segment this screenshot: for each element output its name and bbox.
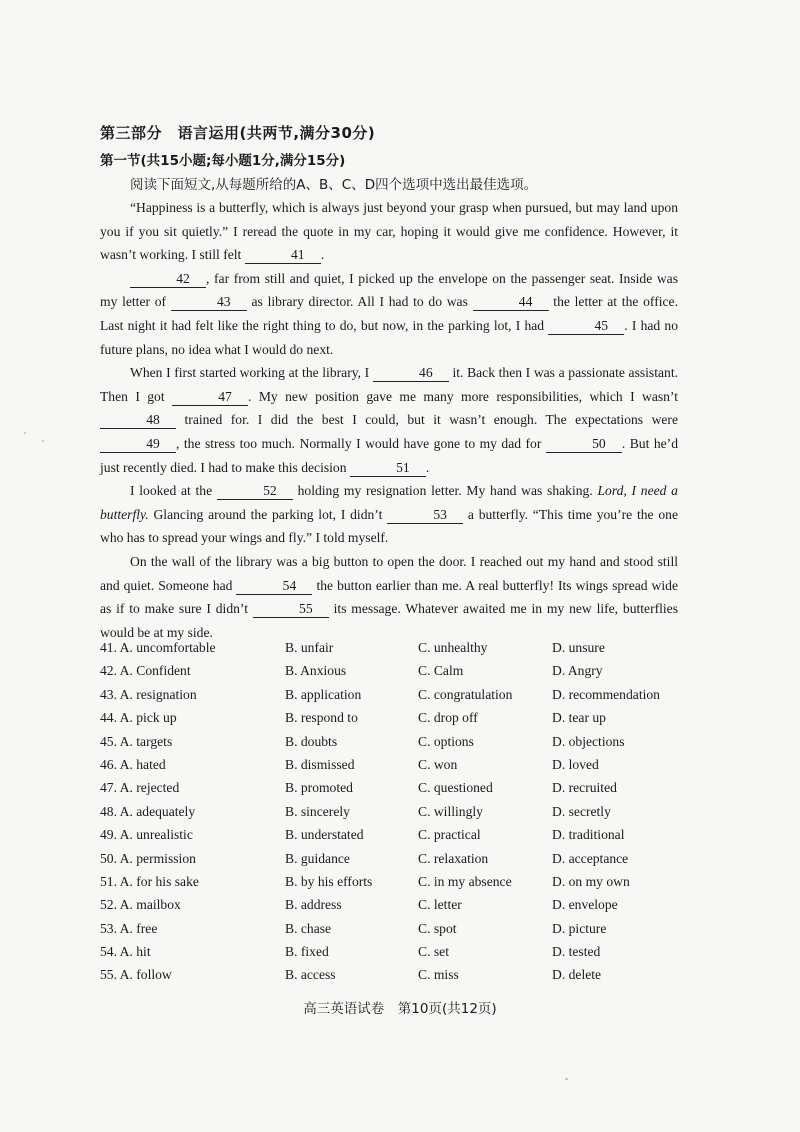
- blank-46: 46: [373, 365, 449, 382]
- option-d: D. picture: [552, 920, 607, 936]
- option-c: C. unhealthy: [418, 640, 488, 655]
- question-43-options: [100, 687, 700, 710]
- blank-52: 52: [217, 483, 293, 500]
- option-d: D. loved: [552, 756, 599, 772]
- option-a: 44. A. pick up: [100, 710, 177, 726]
- cloze-passage: [100, 196, 678, 644]
- option-b: B. unfair: [285, 640, 334, 655]
- blank-53: 53: [387, 507, 463, 524]
- passage-text: .: [425, 459, 430, 475]
- blank-54: 54: [236, 578, 312, 595]
- paragraph-2: [100, 267, 678, 361]
- option-a: 52. A. mailbox: [100, 897, 181, 913]
- option-d: D. traditional: [552, 827, 625, 843]
- option-c: C. options: [418, 733, 474, 749]
- passage-text: as library director. All I had to do was: [246, 294, 473, 310]
- option-c: C. questioned: [418, 780, 493, 796]
- question-51-options: [100, 874, 700, 897]
- section-title: 第三部分 语言运用(共两节,满分30分): [100, 124, 376, 142]
- question-54-options: [100, 944, 700, 967]
- passage-text: . I had no future plans, no idea what I would do next.: [100, 317, 679, 357]
- option-a: 51. A. for his sake: [100, 873, 199, 889]
- option-d: D. tear up: [552, 710, 606, 726]
- question-45-options: [100, 734, 700, 757]
- paragraph-1: [100, 196, 678, 267]
- question-41-options: [100, 640, 700, 663]
- paragraph-5: [100, 550, 678, 644]
- question-52-options: [100, 897, 700, 920]
- answer-options: [100, 640, 700, 991]
- passage-text: Glancing around the parking lot, I didn’t: [148, 506, 388, 522]
- option-d: D. secretly: [552, 803, 611, 819]
- section-subtitle: 第一节(共15小题;每小题1分,满分15分): [100, 153, 346, 169]
- option-b: B. promoted: [285, 780, 353, 796]
- passage-text: it. Back then I was a passionate assistant. Then I got: [100, 365, 678, 404]
- option-c: C. Calm: [418, 663, 464, 679]
- option-c: C. miss: [418, 967, 459, 983]
- scan-speck: [565, 1078, 568, 1080]
- option-b: B. access: [285, 967, 336, 983]
- option-b: B. sincerely: [285, 803, 350, 819]
- option-b: B. doubts: [285, 733, 338, 749]
- option-b: B. respond to: [285, 710, 358, 726]
- passage-text: . My new position gave me many more responsibilities, which I wasn’t: [248, 388, 678, 404]
- blank-42: 42: [130, 271, 206, 288]
- option-c: C. spot: [418, 920, 457, 936]
- option-a: 54. A. hit: [100, 944, 151, 960]
- instructions: 阅读下面短文,从每题所给的A、B、C、D四个选项中选出最佳选项。: [130, 177, 538, 193]
- blank-55: 55: [253, 601, 329, 618]
- option-c: C. relaxation: [418, 850, 489, 866]
- option-c: C. practical: [418, 827, 481, 843]
- option-d: D. acceptance: [552, 850, 629, 866]
- option-c: C. congratulation: [418, 686, 513, 702]
- question-49-options: [100, 827, 700, 850]
- option-a: 45. A. targets: [100, 733, 173, 749]
- question-53-options: [100, 921, 700, 944]
- passage-text: .: [320, 247, 325, 263]
- option-d: D. tested: [552, 944, 601, 960]
- option-d: D. recommendation: [552, 686, 660, 702]
- passage-text: I looked at the: [130, 483, 217, 499]
- passage-text: the letter at the office. Last night it had felt like the right thing to do, but now, in the parking lot, I had: [100, 294, 678, 333]
- blank-49: 49: [100, 436, 176, 453]
- scan-speck: [24, 432, 26, 434]
- option-b: B. address: [285, 897, 342, 913]
- passage-text: , the stress too much. Normally I would have gone to my dad for: [176, 435, 546, 451]
- blank-48: 48: [100, 412, 176, 429]
- italic-prayer: Lord, I need a butterfly.: [100, 483, 678, 522]
- option-a: 42. A. Confident: [100, 663, 191, 679]
- blank-41: 41: [245, 247, 321, 264]
- option-b: B. guidance: [285, 850, 350, 866]
- option-b: B. fixed: [285, 944, 329, 960]
- option-b: B. application: [285, 686, 362, 702]
- passage-text: On the wall of the library was a big button to open the door. I reached out my hand and stood still and quiet. Someone had: [100, 553, 678, 593]
- paragraph-3: [100, 361, 678, 479]
- page-footer: 高三英语试卷 第10页(共12页): [303, 1001, 497, 1017]
- passage-text: trained for. I did the best I could, but it wasn’t enough. The expectations were: [176, 412, 678, 428]
- passage-text: . But he’d just recently died. I had to make this decision: [100, 435, 678, 475]
- passage-text: the button earlier than me. A real butterfly! Its wings spread wide as if to make sure I didn’t: [100, 577, 678, 617]
- blank-51: 51: [350, 460, 426, 477]
- option-b: B. understated: [285, 827, 364, 843]
- option-b: B. Anxious: [285, 663, 347, 679]
- option-a: 47. A. rejected: [100, 780, 180, 796]
- option-b: B. dismissed: [285, 756, 355, 772]
- option-c: C. set: [418, 944, 449, 960]
- option-c: C. willingly: [418, 803, 483, 819]
- option-d: D. Angry: [552, 663, 603, 679]
- option-d: D. on my own: [552, 873, 630, 889]
- option-a: 49. A. unrealistic: [100, 827, 193, 843]
- blank-43: 43: [171, 294, 247, 311]
- option-b: B. by his efforts: [285, 873, 373, 889]
- option-d: D. delete: [552, 967, 602, 983]
- passage-text: holding my resignation letter. My hand was shaking.: [292, 483, 598, 499]
- option-c: C. won: [418, 756, 458, 772]
- option-a: 43. A. resignation: [100, 686, 197, 702]
- passage-text: a butterfly. “This time you’re the one who has to spread your wings and fly.” I told myself.: [100, 506, 678, 546]
- option-a: 46. A. hated: [100, 756, 166, 772]
- paragraph-4: [100, 479, 678, 550]
- blank-44: 44: [473, 294, 549, 311]
- blank-45: 45: [548, 318, 624, 335]
- option-a: 55. A. follow: [100, 967, 172, 983]
- question-44-options: [100, 710, 700, 733]
- option-a: 50. A. permission: [100, 850, 196, 866]
- option-c: C. letter: [418, 897, 462, 913]
- question-42-options: [100, 663, 700, 686]
- passage-text: , far from still and quiet, I picked up the envelope on the passenger seat. Inside was my letter of: [100, 270, 678, 310]
- question-47-options: [100, 780, 700, 803]
- question-50-options: [100, 851, 700, 874]
- option-c: C. drop off: [418, 710, 478, 726]
- option-d: D. unsure: [552, 640, 605, 655]
- question-55-options: [100, 967, 700, 990]
- option-a: 53. A. free: [100, 920, 158, 936]
- blank-47: 47: [172, 389, 248, 406]
- blank-50: 50: [546, 436, 622, 453]
- option-d: D. recruited: [552, 780, 617, 796]
- question-48-options: [100, 804, 700, 827]
- question-46-options: [100, 757, 700, 780]
- option-d: D. envelope: [552, 897, 618, 913]
- option-d: D. objections: [552, 733, 625, 749]
- option-a: 41. A. uncomfortable: [100, 640, 216, 655]
- scan-speck: [42, 440, 44, 442]
- passage-text: When I first started working at the library, I: [130, 365, 373, 381]
- passage-text: its message. Whatever awaited me in my new life, butterflies would be at my side.: [100, 601, 679, 640]
- option-b: B. chase: [285, 920, 332, 936]
- option-a: 48. A. adequately: [100, 803, 196, 819]
- option-c: C. in my absence: [418, 873, 512, 889]
- passage-text: “Happiness is a butterfly, which is always just beyond your grasp when pursued, but may land upon you if you sit quietly.” I reread the quote in my car, hoping it would give me confidence. However, it wasn’t working. I still felt: [100, 200, 678, 263]
